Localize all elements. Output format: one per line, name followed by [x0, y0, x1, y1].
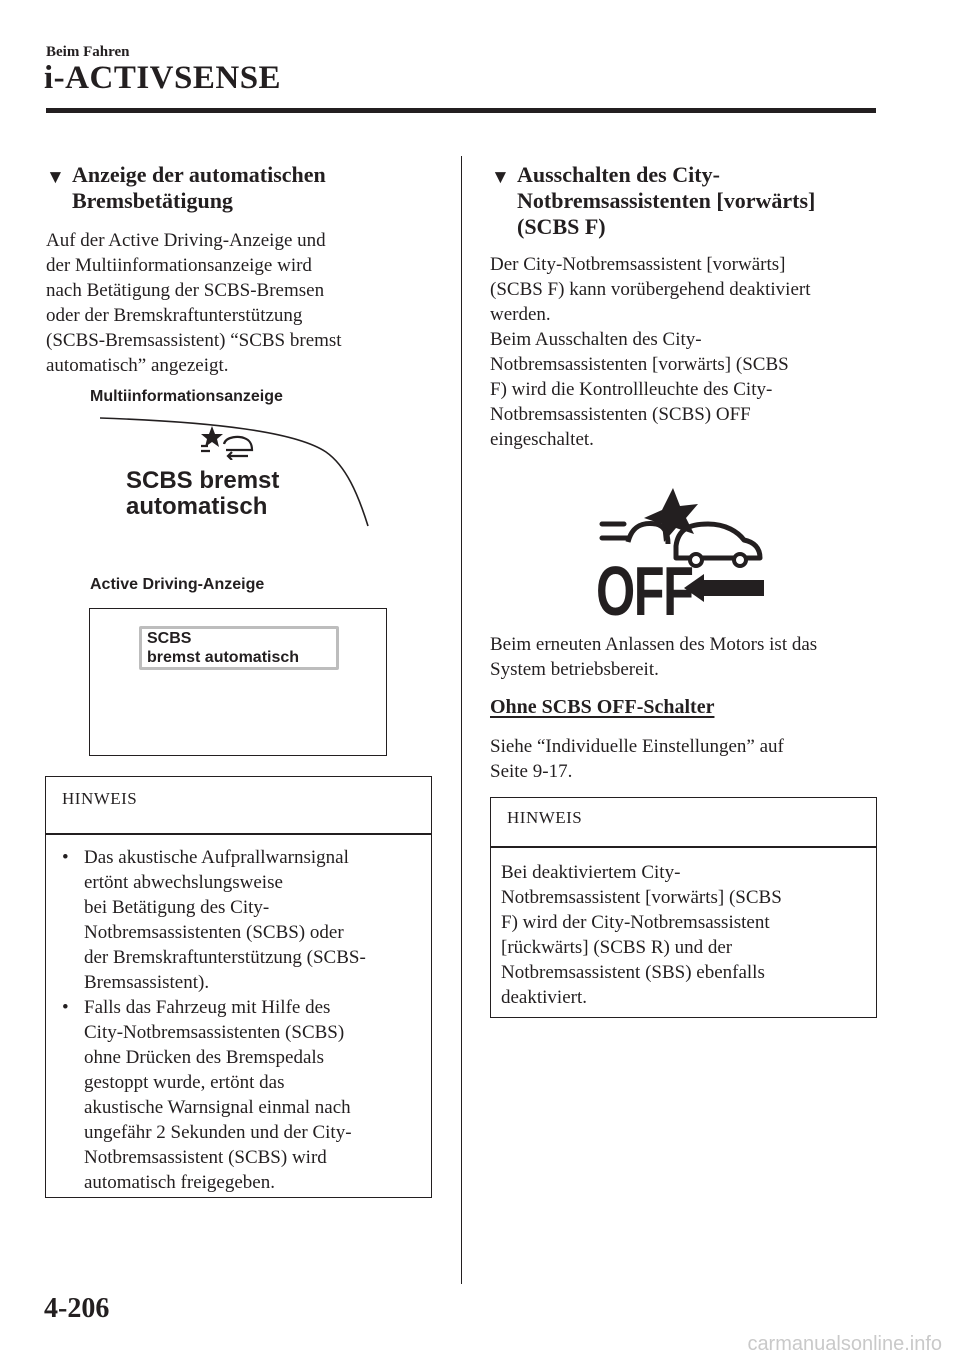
- page-number: 4-206: [44, 1293, 110, 1324]
- note-item-text: Falls das Fahrzeug mit Hilfe des City-Notbremsassistenten (SCBS) ohne Drücken des Bremspedals gestoppt wurde, ertönt das akustische Warnsignal einmal nach ungefähr 2 Sekunden und der City- Notbremsassistent (SCBS) wird automatisch freigegeben.: [84, 996, 352, 1193]
- off-indicator-text: OFF: [596, 552, 693, 630]
- chapter-title: i-ACTIVSENSE: [44, 60, 282, 96]
- scbs-brake-icon: [198, 424, 256, 460]
- left-heading-text: Anzeige der automatischen Bremsbetätigung: [72, 162, 326, 213]
- subheading-ohne-scbs-off: Ohne SCBS OFF-Schalter: [490, 696, 715, 718]
- column-divider: [461, 156, 462, 1284]
- right-note-title: HINWEIS: [507, 808, 583, 827]
- right-note-box: [490, 797, 877, 1018]
- right-paragraph-2: Beim erneuten Anlassen des Motors ist das System betriebsbereit.: [490, 634, 818, 680]
- label-multiinformationsanzeige: Multiinformationsanzeige: [90, 388, 283, 405]
- left-heading: [46, 162, 446, 214]
- watermark-link[interactable]: carmanualsonline.info: [747, 1333, 942, 1355]
- left-paragraph: Auf der Active Driving-Anzeige und der Multiinformationsanzeige wird nach Betätigung der SCBS-Bremsen oder der Bremskraftunterstützung (SCBS-Bremsassistent) “SCBS bremst automatisch” angezeigt.: [46, 230, 342, 376]
- label-active-driving-anzeige: Active Driving-Anzeige: [90, 576, 265, 593]
- right-note-text: Bei deaktiviertem City- Notbremsassistent [vorwärts] (SCBS F) wird der City-Notbremsassistent [rückwärts] (SCBS R) und der Notbremsassistent (SBS) ebenfalls deaktiviert.: [501, 861, 782, 1008]
- triangle-bullet-icon: ▼: [491, 167, 510, 188]
- left-note-title: HINWEIS: [62, 789, 138, 808]
- right-heading-text: Ausschalten des City- Notbremsassistenten [vorwärts] (SCBS F): [517, 162, 816, 239]
- left-note-divider: [46, 833, 431, 835]
- note-list-item: • Das akustische Aufprallwarnsignal ertönt abwechslungsweise bei Betätigung des City- Notbremsassistenten (SCBS) oder der Bremskraftunterstützung (SCBS- Bremsassistent).: [62, 846, 366, 993]
- header-rule: [46, 108, 876, 113]
- left-note-list: [46, 845, 431, 1195]
- left-note-box: [45, 776, 432, 1198]
- section-label: Beim Fahren: [46, 44, 130, 60]
- right-heading: [491, 162, 881, 240]
- note-list-item: • Falls das Fahrzeug mit Hilfe des City-Notbremsassistenten (SCBS) ohne Drücken des Bremspedals gestoppt wurde, ertönt das akustische Warnsignal einmal nach ungefähr 2 Sekunden und der City- Notbremsassistent (SCBS) wird automatisch freigegeben.: [62, 996, 352, 1193]
- note-item-text: Das akustische Aufprallwarnsignal ertönt abwechslungsweise bei Betätigung des City- Notbremsassistenten (SCBS) oder der Bremskraftunterstützung (SCBS- Bremsassistent).: [84, 846, 366, 993]
- mid-display-text: SCBS bremst automatisch: [126, 467, 280, 520]
- right-paragraph-3: Siehe “Individuelle Einstellungen” auf Seite 9-17.: [490, 736, 784, 782]
- right-paragraph-1: Der City-Notbremsassistent [vorwärts] (SCBS F) kann vorübergehend deaktiviert werden. Beim Ausschalten des City- Notbremsassistenten [vorwärts] (SCBS F) wird die Kontrollleuchte des City- Notbremsassistenten (SCBS) OFF eingeschaltet.: [490, 254, 811, 450]
- triangle-bullet-icon: ▼: [46, 167, 65, 188]
- active-driving-message-text: SCBS bremst automatisch: [147, 630, 300, 666]
